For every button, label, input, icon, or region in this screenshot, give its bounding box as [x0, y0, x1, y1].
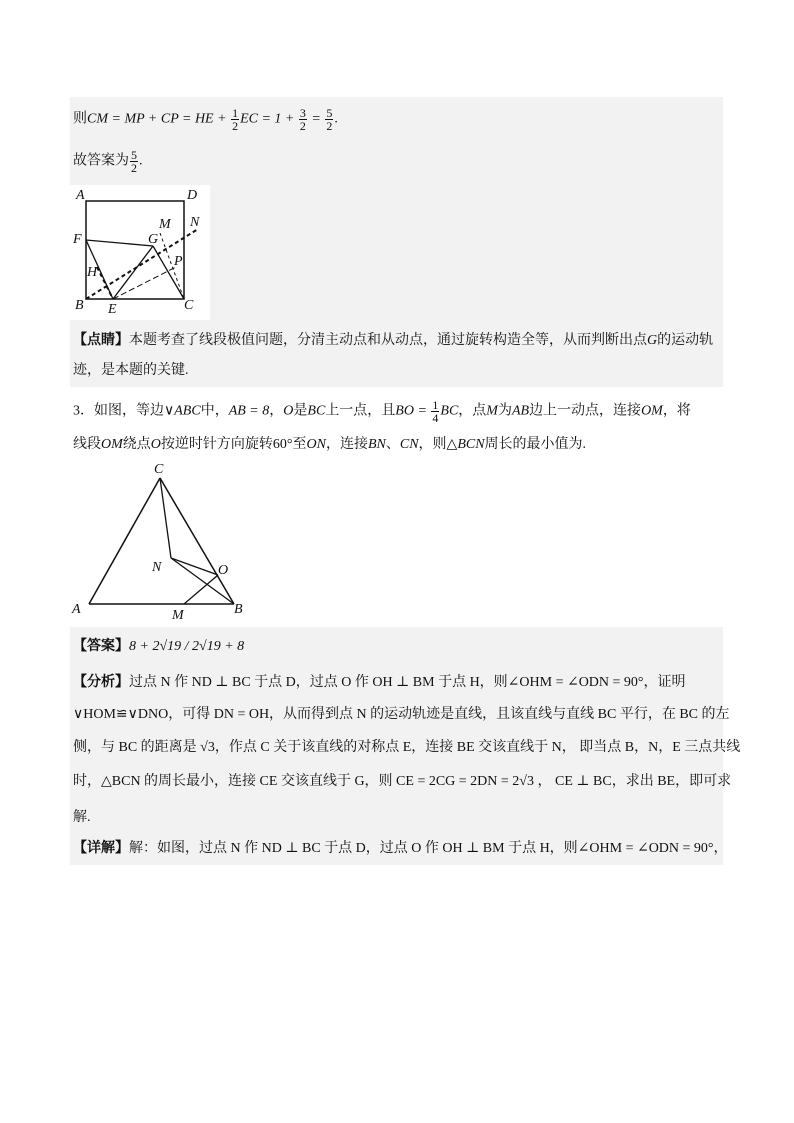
label-c: C: [184, 298, 194, 313]
detail-text: 解：如图，过点 N 作 ND ⊥ BC 于点 D，过点 O 作 OH ⊥ BM 于点 H，则∠OHM = ∠ODN = 90°，: [129, 841, 728, 856]
comment-line-1: [73, 331, 713, 351]
analysis-text: 解.: [73, 810, 91, 825]
problem-text: 绕点: [122, 437, 151, 452]
analysis-line-2: [73, 705, 730, 725]
problem-text: ，则: [418, 437, 447, 452]
comment-var: G: [647, 333, 658, 348]
answer-row: [73, 637, 244, 657]
label-b: B: [234, 602, 243, 617]
comment-tag: 【点睛】: [73, 333, 129, 348]
label-h: H: [87, 265, 98, 280]
fraction-num: 1: [432, 398, 439, 412]
math-bn: BN: [367, 437, 386, 452]
text-end: .: [139, 153, 143, 169]
problem-text: 为: [497, 403, 512, 419]
analysis-line-5: [73, 808, 91, 828]
square-figure: [70, 185, 210, 320]
problem-text: 3．如图，等边: [73, 403, 164, 419]
answer-analysis-block: [70, 627, 741, 865]
problem-text: ，点: [458, 403, 487, 419]
math-o: O: [150, 437, 161, 452]
label-o: O: [218, 563, 229, 578]
answer-tag: 【答案】: [73, 639, 129, 654]
answer-value: 8 + 2√19 / 2√19 + 8: [129, 639, 245, 654]
side-ac: [89, 478, 160, 604]
math-om: OM: [641, 403, 663, 419]
problem-text: 中，: [200, 403, 229, 419]
triangle-figure: [68, 458, 268, 628]
label-g: G: [148, 232, 159, 247]
label-b: B: [75, 298, 84, 313]
fraction-den: 2: [232, 119, 239, 133]
fraction-num: 5: [131, 148, 137, 162]
detail-tag: 【详解】: [73, 841, 129, 856]
problem-text: 、: [385, 437, 400, 452]
math-bc: BC: [440, 403, 459, 419]
fraction-quarter: [431, 399, 439, 424]
label-m: M: [172, 608, 184, 623]
solution-line-cm: [73, 107, 338, 132]
math-on: ON: [306, 437, 326, 452]
problem-text: 是: [293, 403, 308, 419]
problem-text: 线段: [73, 437, 101, 452]
label-d: D: [187, 188, 198, 203]
problem-text: 边上一动点，连接: [529, 403, 642, 419]
text-prefix: 则: [73, 111, 87, 127]
problem3-line-2: [73, 435, 586, 455]
fraction-den: 2: [131, 161, 137, 175]
problem-text: 上一点，且: [325, 403, 396, 419]
analysis-line-1: [73, 673, 686, 693]
problem-text: ，将: [662, 403, 691, 419]
fraction-num: 3: [299, 106, 306, 120]
analysis-line-3: [73, 738, 740, 758]
analysis-text: 侧，与 BC 的距离是 √3，作点 C 关于该直线的对称点 E，连接 BE 交该直线于 N， 即当点 B，N，E 三点共线: [73, 740, 741, 755]
fraction-den: 2: [326, 119, 333, 133]
label-f: F: [73, 232, 82, 247]
math-bc: BC: [307, 403, 326, 419]
label-e: E: [108, 302, 117, 317]
label-p: P: [174, 254, 183, 269]
comment-line-2: [73, 361, 189, 381]
comment-text: 本题考查了线段极值问题，分清主动点和从动点，通过旋转构造全等，从而判断出点: [129, 333, 647, 348]
math-expr-a: CM = MP + CP = HE +: [87, 111, 231, 127]
detail-line: [73, 839, 728, 859]
previous-solution-block: [70, 97, 723, 387]
segment-cn: [160, 478, 171, 558]
problem3-line-1: [73, 399, 691, 424]
fraction-num: 5: [326, 106, 333, 120]
label-c: C: [154, 462, 164, 477]
label-n: N: [152, 560, 162, 575]
label-m: M: [159, 217, 171, 232]
answer-line: [73, 149, 143, 174]
math-o: O: [283, 403, 294, 419]
problem-text: ，: [269, 403, 284, 419]
problem-text: ，连接: [325, 437, 368, 452]
segment-no: [171, 558, 218, 575]
math-expr-c: =: [307, 111, 325, 127]
fraction-five-halves: [325, 107, 333, 132]
comment-text-b: 的运动轨: [657, 333, 714, 348]
fraction-den: 4: [432, 411, 439, 425]
math-ab: AB: [511, 403, 530, 419]
math-triangle: ∨ABC: [164, 403, 201, 419]
fraction-answer: [130, 149, 138, 174]
math-cn: CN: [399, 437, 419, 452]
analysis-text: 时，△BCN 的周长最小，连接 CE 交该直线于 G，则 CE = 2CG = 2DN = 2√3 ， CE ⊥ BC，求出 BE，即可求: [73, 774, 732, 789]
side-cb: [160, 478, 234, 604]
analysis-text: 过点 N 作 ND ⊥ BC 于点 D，过点 O 作 OH ⊥ BM 于点 H，则∠OHM = ∠ODN = 90°，证明: [129, 675, 686, 690]
fraction-num: 1: [232, 106, 239, 120]
math-bo: BO =: [395, 403, 431, 419]
analysis-tag: 【分析】: [73, 675, 129, 690]
comment-text-2: 迹，是本题的关键.: [73, 363, 189, 378]
math-ab: AB = 8: [228, 403, 270, 419]
label-n: N: [190, 215, 200, 230]
text-end: .: [334, 111, 338, 127]
fraction-three-halves: [299, 107, 307, 132]
label-a: A: [76, 188, 85, 203]
math-m: M: [486, 403, 498, 419]
fraction-den: 2: [299, 119, 306, 133]
math-om: OM: [101, 437, 123, 452]
text-prefix: 故答案为: [73, 153, 129, 169]
label-a: A: [72, 602, 81, 617]
problem-text: 按逆时针方向旋转60°至: [160, 437, 307, 452]
math-expr-b: EC = 1 +: [240, 111, 298, 127]
problem-text: 周长的最小值为.: [484, 437, 587, 452]
math-triangle: △BCN: [446, 437, 485, 452]
analysis-text: ∨HOM≌∨DNO，可得 DN = OH，从而得到点 N 的运动轨迹是直线，且该直线与直线 BC 平行，在 BC 的左: [73, 707, 730, 722]
fraction-half: [231, 107, 239, 132]
analysis-line-4: [73, 772, 731, 792]
